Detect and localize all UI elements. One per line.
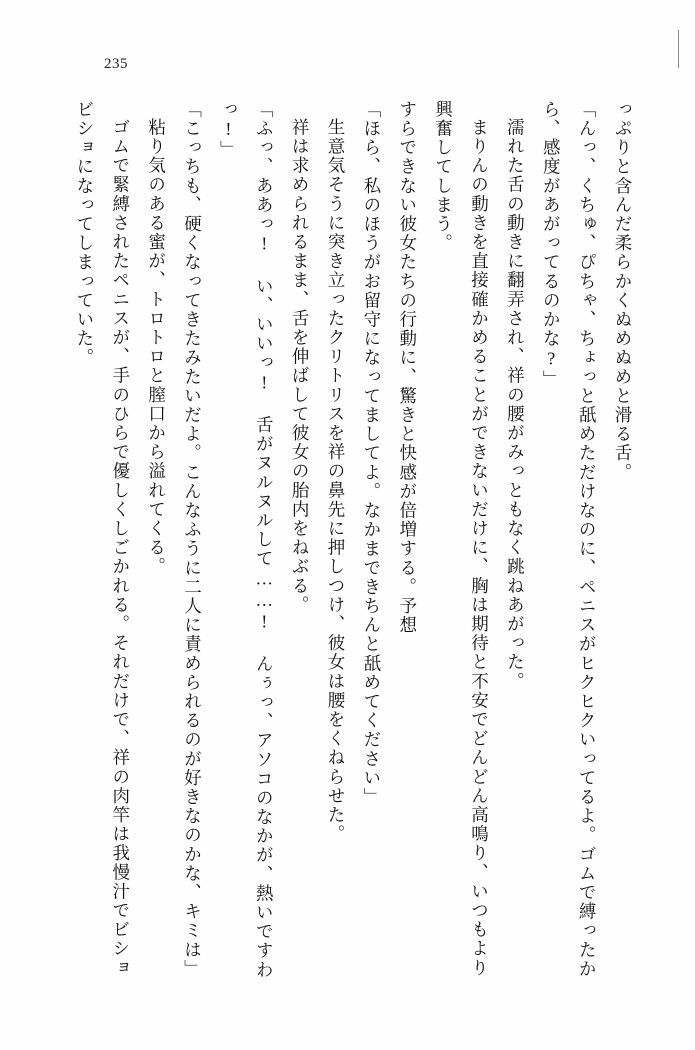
paragraph: 「こっちも、硬くなってきたみたいだよ。こんなふうに二人に責められるのが好きなのかな、キミは」: [182, 100, 203, 979]
paragraph: 濡れた舌の動きに翻弄され、祥の腰がみっともなく跳ねあがった。: [505, 117, 526, 691]
body-text-block: [60, 100, 640, 980]
paragraph: 粘り気のある蜜が、トロトロと膣口から溢れてくる。: [146, 117, 167, 576]
page-number: 235: [104, 56, 128, 72]
paragraph: 「ふっ、ああっ! い、いいっ! 舌がヌルヌルして……! んぅっ、アソコのなかが、熱いですわっ!」: [218, 100, 275, 980]
paragraph: まりんの動きを直接確かめることができないだけに、胸は期待と不安でどんどん高鳴り、いつもより興奮してしまう。: [433, 100, 490, 977]
paragraph: っぷりと含んだ柔らかくぬめぬめと滑る舌。: [613, 100, 633, 482]
paragraph: 「んっ、くちゅ、ぴちゃ、ちょっと舐めただけなのに、ペニスがヒクヒクいってるよ。ゴムで縛ったから、感度があがってるのかな?」: [541, 100, 598, 979]
edge-rule: [678, 30, 679, 68]
paragraph: 祥は求められるまま、舌を伸ばして彼女の胎内をねぶる。: [290, 117, 311, 615]
paragraph: すらできない彼女たちの行動に、驚きと快感が倍増する。予想: [397, 100, 418, 635]
paragraph: 「ほら、私のほうがお留守になってましてよ。なかまできちんと舐めてください」: [361, 100, 382, 807]
paragraph: ゴムで緊縛されたペニスが、手のひらで優しくしごかれる。それだけで、祥の肉竿は我慢汁でビショビショになってしまっていた。: [74, 100, 131, 977]
paragraph: 生意気そうに突き立ったクリトリスを祥の鼻先に押しつけ、彼女は腰をくねらせた。: [326, 117, 346, 844]
